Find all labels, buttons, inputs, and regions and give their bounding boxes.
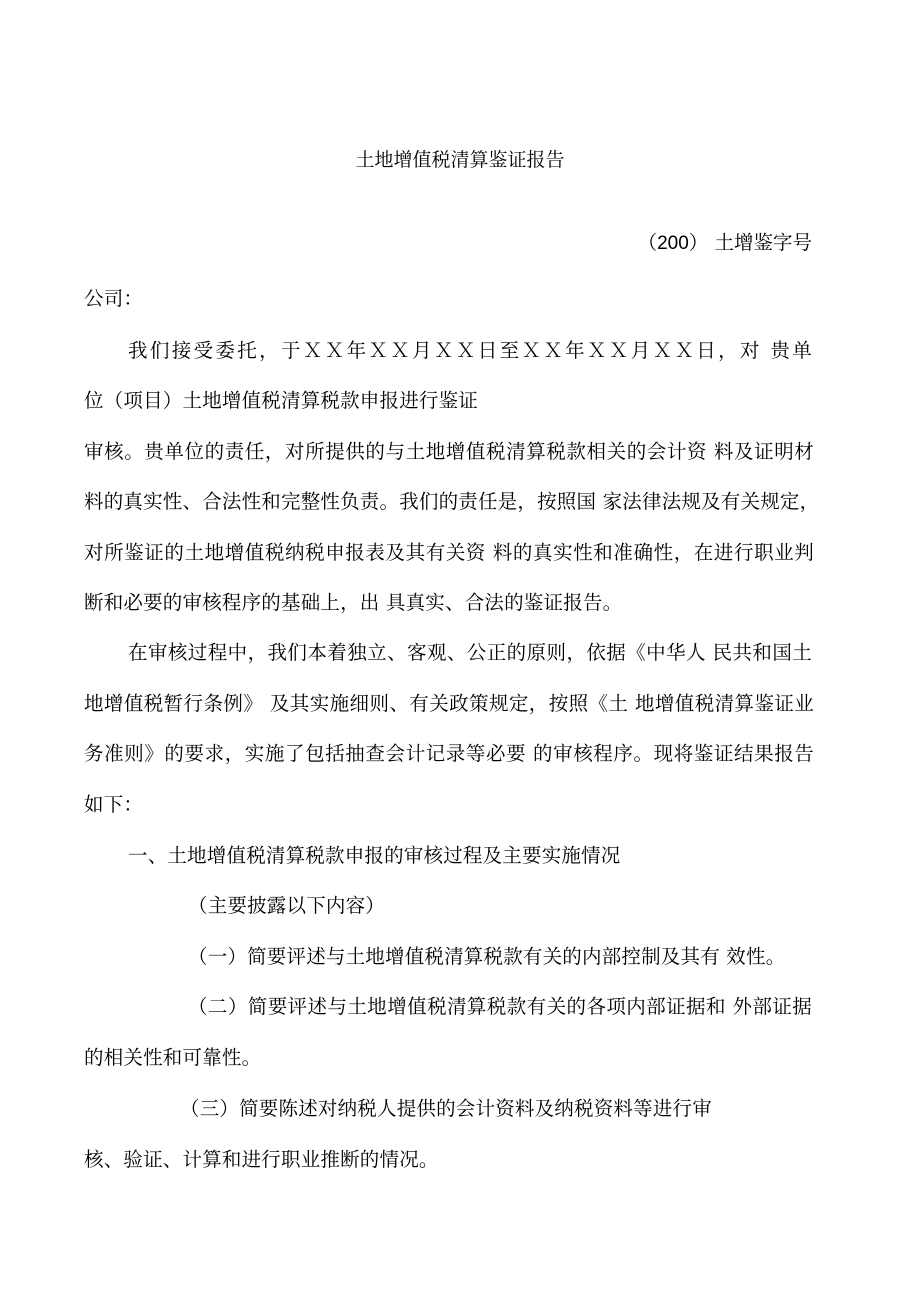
paragraph-line: 核、验证、计算和进行职业推断的情况。 xyxy=(84,1148,439,1171)
paragraph-line: 务准则》的要求，实施了包括抽查会计记录等必要 的审核程序。现将鉴证结果报告 xyxy=(84,742,814,765)
document-number-suffix: ） 土增鉴字号 xyxy=(688,231,812,254)
section-note: （主要披露以下内容） xyxy=(188,894,386,917)
paragraph-line: 在审核过程中，我们本着独立、客观、公正的原则，依据《中华人 民共和国土 xyxy=(128,641,812,664)
document-title: 土地增值税清算鉴证报告 xyxy=(355,149,565,171)
document-number-open: （ xyxy=(637,231,658,254)
paragraph-line: 如下： xyxy=(84,793,144,816)
section-heading: 一、土地增值税清算税款申报的审核过程及主要实施情况 xyxy=(128,844,621,867)
salutation: 公司： xyxy=(84,287,144,310)
sub-item: （一）简要评述与土地增值税清算税款有关的内部控制及其有 效性。 xyxy=(188,945,786,968)
sub-item: （二）简要评述与土地增值税清算税款有关的各项内部证据和 外部证据 xyxy=(188,995,812,1018)
paragraph-line: 位（项目）土地增值税清算税款申报进行鉴证 xyxy=(84,389,479,412)
paragraph-line: 的相关性和可靠性。 xyxy=(84,1046,262,1069)
paragraph-line: 料的真实性、合法性和完整性负责。我们的责任是，按照国 家法律法规及有关规定， xyxy=(84,490,820,513)
document-number xyxy=(638,231,812,256)
document-number-year: 200 xyxy=(657,233,689,254)
paragraph-line: 对所鉴证的土地增值税纳税申报表及其有关资 料的真实性和准确性，在进行职业判 xyxy=(84,541,814,564)
paragraph-line: 断和必要的审核程序的基础上，出 具真实、合法的鉴证报告。 xyxy=(84,591,623,614)
paragraph-line: 地增值税暂行条例》 及其实施细则、有关政策规定，按照《土 地增值税清算鉴证业 xyxy=(84,692,814,715)
paragraph-line: 审核。贵单位的责任，对所提供的与土地增值税清算税款相关的会计资 料及证明材 xyxy=(84,440,814,463)
sub-item: （三）简要陈述对纳税人提供的会计资料及纳税资料等进行审 xyxy=(180,1097,712,1120)
paragraph-line: 我们接受委托，于ＸＸ年ＸＸ月ＸＸ日至ＸＸ年ＸＸ月ＸＸ日，对 贵单 xyxy=(128,339,812,362)
